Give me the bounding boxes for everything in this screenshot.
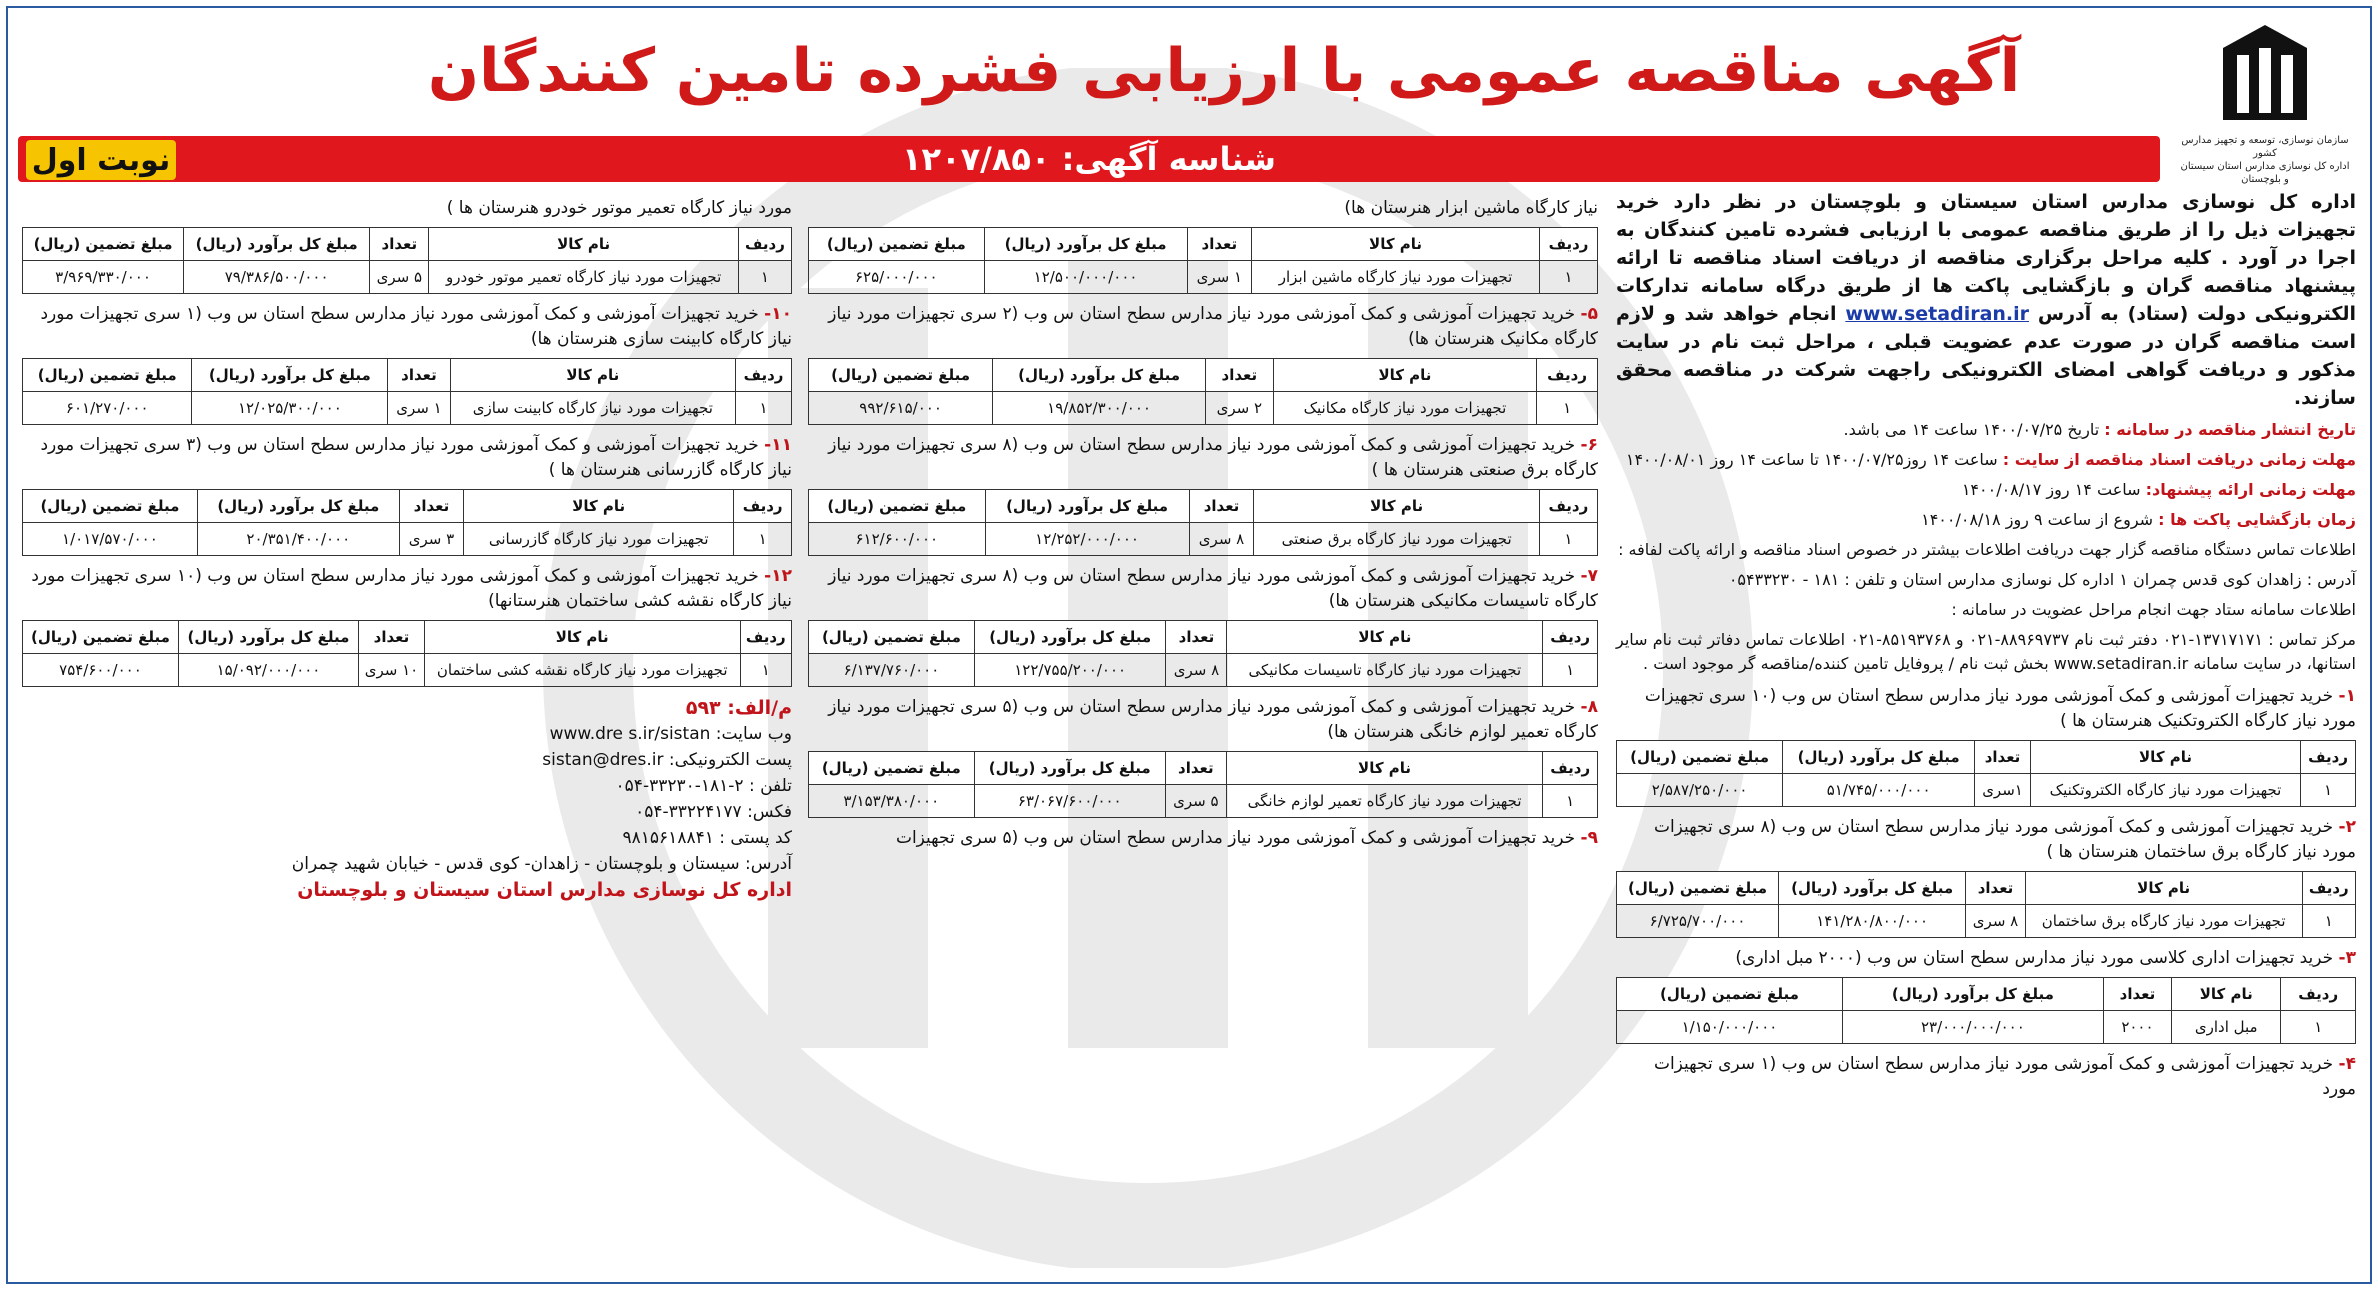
section-text: نیاز کارگاه ماشین ابزار هنرستان ها) (1344, 198, 1598, 218)
section-number: ۴- (2338, 1054, 2356, 1074)
items-table (808, 358, 1598, 425)
column-right (1616, 188, 2356, 1276)
table-row (1617, 774, 2356, 807)
section-title (1616, 684, 2356, 734)
section-text: خرید تجهیزات آموزشی و کمک آموزشی مورد نیاز مدارس سطح استان س وب (۳ سری تجهیزات مورد نیاز کارگاه گازرسانی هنرستان ها ) (40, 435, 792, 480)
section-number: ۱۱- (764, 435, 792, 455)
section-number: ۵- (1580, 304, 1598, 324)
col-estimate-header: مبلغ کل برآورد (ریال) (993, 359, 1206, 392)
section-text: خرید تجهیزات اداری کلاسی مورد نیاز مدارس سطح استان س وب (۲۰۰۰ مبل اداری) (1735, 948, 2334, 968)
col-estimate-header: مبلغ کل برآورد (ریال) (178, 621, 358, 654)
cell-count: ۳ سری (399, 523, 463, 556)
table-row (23, 261, 792, 294)
col-estimate-header: مبلغ کل برآورد (ریال) (184, 228, 370, 261)
items-table (22, 358, 792, 425)
cell-item: مبل اداری (2171, 1011, 2280, 1044)
cell-guarantee: ۶/۱۳۷/۷۶۰/۰۰۰ (809, 654, 975, 687)
cell-count: ۲ سری (1205, 392, 1273, 425)
col-row-header: ردیف (2301, 741, 2356, 774)
table-header-row (809, 621, 1598, 654)
table-row (23, 523, 792, 556)
cell-item: تجهیزات مورد نیاز کارگاه تعمیر موتور خودرو (429, 261, 738, 294)
col-guarantee-header: مبلغ تضمین (ریال) (1617, 872, 1779, 905)
cell-guarantee: ۱/۰۱۷/۵۷۰/۰۰۰ (23, 523, 198, 556)
offer-label: مهلت زمانی ارائه پیشنهاد: (2145, 480, 2356, 499)
cell-guarantee: ۱/۱۵۰/۰۰۰/۰۰۰ (1617, 1011, 1843, 1044)
cell-count: ۱۰ سری (359, 654, 425, 687)
open-value: شروع از ساعت ۹ روز ۱۴۰۰/۰۸/۱۸ (1921, 510, 2154, 529)
section-number: ۷- (1580, 566, 1598, 586)
cell-item: تجهیزات مورد نیاز کارگاه برق صنعتی (1254, 523, 1539, 556)
col-row-header: ردیف (1537, 359, 1598, 392)
sections-left (22, 196, 792, 687)
col-count-header: تعداد (1966, 872, 2026, 905)
col-item-header: نام کالا (450, 359, 735, 392)
fax: فکس: ۳۳۲۲۴۱۷۷-۰۵۴ (635, 802, 792, 822)
cell-estimate: ۱۵/۰۹۲/۰۰۰/۰۰۰ (178, 654, 358, 687)
school-org-icon (2215, 20, 2315, 130)
section-title (1616, 815, 2356, 865)
table-row (809, 261, 1598, 294)
section-title (22, 433, 792, 483)
col-row-header: ردیف (734, 490, 792, 523)
col-count-header: تعداد (399, 490, 463, 523)
postal-code: کد پستی : ۹۸۱۵۶۱۸۸۴۱ (622, 828, 792, 848)
col-count-header: تعداد (359, 621, 425, 654)
cell-row: ۱ (738, 261, 791, 294)
col-count-header: تعداد (388, 359, 450, 392)
section-title (22, 196, 792, 221)
setad-link[interactable]: www.setadiran.ir (1845, 303, 2030, 325)
cell-item: تجهیزات مورد نیاز کارگاه مکانیک (1273, 392, 1537, 425)
publish-label: تاریخ انتشار مناقصه در سامانه : (2104, 420, 2356, 439)
cell-estimate: ۷۹/۳۸۶/۵۰۰/۰۰۰ (184, 261, 370, 294)
table-row (809, 523, 1598, 556)
section-text: خرید تجهیزات آموزشی و کمک آموزشی مورد نیاز مدارس سطح استان س وب (۵ سری تجهیزات (895, 828, 1576, 848)
col-estimate-header: مبلغ کل برآورد (ریال) (192, 359, 388, 392)
docs-label: مهلت زمانی دریافت اسناد مناقصه از سایت : (2002, 450, 2356, 469)
cell-guarantee: ۷۵۴/۶۰۰/۰۰۰ (23, 654, 179, 687)
organization-logo (2180, 20, 2350, 185)
cell-count: ۱ سری (1187, 261, 1252, 294)
col-row-header: ردیف (1543, 621, 1598, 654)
cell-guarantee: ۶۲۵/۰۰۰/۰۰۰ (809, 261, 985, 294)
cell-row: ۱ (1543, 785, 1598, 818)
table-row (23, 654, 792, 687)
col-count-header: تعداد (2103, 978, 2171, 1011)
col-item-header: نام کالا (424, 621, 740, 654)
cell-item: تجهیزات مورد نیاز کارگاه کابینت سازی (450, 392, 735, 425)
col-guarantee-header: مبلغ تضمین (ریال) (23, 490, 198, 523)
col-count-header: تعداد (370, 228, 429, 261)
col-guarantee-header: مبلغ تضمین (ریال) (1617, 741, 1783, 774)
cell-estimate: ۱۲/۰۲۵/۳۰۰/۰۰۰ (192, 392, 388, 425)
tender-id-band (18, 136, 2160, 182)
cell-guarantee: ۳/۹۶۹/۳۳۰/۰۰۰ (23, 261, 184, 294)
col-estimate-header: مبلغ کل برآورد (ریال) (1783, 741, 1975, 774)
items-table (22, 227, 792, 294)
cell-estimate: ۵۱/۷۴۵/۰۰۰/۰۰۰ (1783, 774, 1975, 807)
col-count-header: تعداد (1166, 621, 1227, 654)
items-table (808, 620, 1598, 687)
col-item-header: نام کالا (1254, 490, 1539, 523)
cell-item: تجهیزات مورد نیاز کارگاه ماشین ابزار (1252, 261, 1540, 294)
items-table (1616, 977, 2356, 1044)
cell-guarantee: ۳/۱۵۳/۳۸۰/۰۰۰ (809, 785, 975, 818)
table-header-row (1617, 872, 2356, 905)
cell-estimate: ۱۲۲/۷۵۵/۲۰۰/۰۰۰ (974, 654, 1166, 687)
column-middle (808, 188, 1598, 1276)
cell-guarantee: ۶۱۲/۶۰۰/۰۰۰ (809, 523, 986, 556)
col-estimate-header: مبلغ کل برآورد (ریال) (974, 752, 1165, 785)
offer-deadline (1616, 478, 2356, 502)
col-row-header: ردیف (738, 228, 791, 261)
section-number: ۶- (1580, 435, 1598, 455)
table-header-row (23, 621, 792, 654)
section-title (808, 695, 1598, 745)
col-count-header: تعداد (1975, 741, 2031, 774)
col-item-header: نام کالا (429, 228, 738, 261)
items-table (808, 751, 1598, 818)
cell-row: ۱ (2281, 1011, 2356, 1044)
cell-item: تجهیزات مورد نیاز کارگاه برق ساختمان (2025, 905, 2302, 938)
section-number: ۸- (1580, 697, 1598, 717)
table-header-row (1617, 978, 2356, 1011)
tender-notice-page (6, 6, 2372, 1284)
cell-estimate: ۲۳/۰۰۰/۰۰۰/۰۰۰ (1842, 1011, 2103, 1044)
round-badge: نوبت اول (26, 140, 176, 180)
section-title (22, 302, 792, 352)
table-row (809, 392, 1598, 425)
col-guarantee-header: مبلغ تضمین (ریال) (23, 228, 184, 261)
col-estimate-header: مبلغ کل برآورد (ریال) (197, 490, 399, 523)
section-text: خرید تجهیزات آموزشی و کمک آموزشی مورد نیاز مدارس سطح استان س وب (۸ سری تجهیزات مورد نیاز کارگاه برق ساختمان هنرستان ها ) (1653, 817, 2356, 862)
column-left (22, 188, 792, 1276)
table-header-row (1617, 741, 2356, 774)
info-3: اطلاعات سامانه ستاد جهت انجام مراحل عضویت در سامانه : (1951, 600, 2356, 619)
cell-estimate: ۱۴۱/۲۸۰/۸۰۰/۰۰۰ (1779, 905, 1966, 938)
cell-row: ۱ (1537, 392, 1598, 425)
cell-row: ۱ (1539, 523, 1597, 556)
cell-row: ۱ (1543, 654, 1598, 687)
col-guarantee-header: مبلغ تضمین (ریال) (809, 490, 986, 523)
table-header-row (809, 490, 1598, 523)
section-title (1616, 946, 2356, 971)
col-estimate-header: مبلغ کل برآورد (ریال) (1779, 872, 1966, 905)
cell-guarantee: ۲/۵۸۷/۲۵۰/۰۰۰ (1617, 774, 1783, 807)
section-text: مورد نیاز کارگاه تعمیر موتور خودرو هنرستان ها ) (446, 198, 792, 218)
section-number: ۳- (2338, 948, 2356, 968)
items-table (1616, 740, 2356, 807)
section-title (808, 826, 1598, 851)
intro-text-b: انجام خواهد شد و لازم است مناقصه گران در صورت عدم عضویت قبلی ، مراحل ثبت نام در سایت مذکور و دریافت گواهی امضای الکترونیکی راجهت شرکت در مناقصه محقق سازند. (1616, 303, 2356, 409)
col-row-header: ردیف (1540, 228, 1598, 261)
col-count-header: تعداد (1165, 752, 1226, 785)
table-row (1617, 1011, 2356, 1044)
cell-count: ۱سری (1975, 774, 2031, 807)
website: وب سایت: www.dre s.ir/sistan (549, 724, 792, 744)
col-item-header: نام کالا (1252, 228, 1540, 261)
publish-date (1616, 418, 2356, 442)
opening-time (1616, 508, 2356, 532)
section-text: خرید تجهیزات آموزشی و کمک آموزشی مورد نیاز مدارس سطح استان س وب (۱۰ سری تجهیزات مورد نیاز کارگاه الکتروتکنیک هنرستان ها ) (1644, 686, 2356, 731)
section-number: ۹- (1580, 828, 1598, 848)
table-header-row (23, 490, 792, 523)
col-count-header: تعداد (1205, 359, 1273, 392)
items-table (808, 489, 1598, 556)
table-header-row (809, 752, 1598, 785)
section-number: ۱۰- (764, 304, 792, 324)
table-row (809, 785, 1598, 818)
items-table (1616, 871, 2356, 938)
col-row-header: ردیف (740, 621, 791, 654)
section-text: خرید تجهیزات آموزشی و کمک آموزشی مورد نیاز مدارس سطح استان س وب (۱ سری تجهیزات مورد نیاز کارگاه کابینت سازی هنرستان ها) (40, 304, 792, 349)
cell-guarantee: ۶/۷۲۵/۷۰۰/۰۰۰ (1617, 905, 1779, 938)
col-item-header: نام کالا (1227, 621, 1543, 654)
section-number: ۲- (2338, 817, 2356, 837)
section-number: ۱۲- (764, 566, 792, 586)
cell-count: ۲۰۰۰ (2103, 1011, 2171, 1044)
section-title (808, 433, 1598, 483)
sections-right (1616, 684, 2356, 1102)
logo-caption-1: سازمان نوسازی، توسعه و تجهیز مدارس کشور (2181, 135, 2349, 159)
intro-paragraph (1616, 188, 2356, 412)
cell-estimate: ۱۹/۸۵۲/۳۰۰/۰۰۰ (993, 392, 1206, 425)
col-guarantee-header: مبلغ تضمین (ریال) (23, 359, 192, 392)
cell-estimate: ۱۲/۵۰۰/۰۰۰/۰۰۰ (984, 261, 1187, 294)
col-guarantee-header: مبلغ تضمین (ریال) (809, 752, 975, 785)
cell-count: ۱ سری (388, 392, 450, 425)
info-1: اطلاعات تماس دستگاه مناقصه گزار جهت دریافت اطلاعات بیشتر در خصوص اسناد مناقصه و ارائه پاکت لفافه : (1618, 540, 2356, 559)
section-text: خرید تجهیزات آموزشی و کمک آموزشی مورد نیاز مدارس سطح استان س وب (۱ سری تجهیزات مورد (1653, 1054, 2356, 1099)
cell-guarantee: ۶۰۱/۲۷۰/۰۰۰ (23, 392, 192, 425)
cell-count: ۸ سری (1166, 654, 1227, 687)
col-item-header: نام کالا (2171, 978, 2280, 1011)
sections-middle (808, 196, 1598, 851)
col-row-header: ردیف (1543, 752, 1598, 785)
table-header-row (809, 359, 1598, 392)
cell-item: تجهیزات مورد نیاز کارگاه گازرسانی (464, 523, 734, 556)
col-item-header: نام کالا (1226, 752, 1543, 785)
cell-row: ۱ (734, 523, 792, 556)
col-estimate-header: مبلغ کل برآورد (ریال) (985, 490, 1189, 523)
notice-title: آگهی مناقصه عمومی با ارزیابی فشرده تامین کنندگان (427, 36, 2021, 106)
col-item-header: نام کالا (2025, 872, 2302, 905)
logo-caption-2: اداره کل نوسازی مدارس استان سیستان و بلوچستان (2180, 161, 2350, 185)
col-item-header: نام کالا (1273, 359, 1537, 392)
items-table (808, 227, 1598, 294)
cell-count: ۵ سری (1165, 785, 1226, 818)
docs-value: ساعت ۱۴ روز۱۴۰۰/۰۷/۲۵ تا ساعت ۱۴ روز ۱۴۰۰/۰۸/۰۱ (1625, 450, 1998, 469)
cell-item: تجهیزات مورد نیاز کارگاه تعمیر لوازم خانگی (1226, 785, 1543, 818)
cell-estimate: ۲۰/۳۵۱/۴۰۰/۰۰۰ (197, 523, 399, 556)
info-2: آدرس : زاهدان کوی قدس چمران ۱ اداره کل نوسازی مدارس استان و تلفن : ۱۸۱ - ۰۵۴۳۳۲۳۰ (1728, 570, 2356, 589)
col-guarantee-header: مبلغ تضمین (ریال) (23, 621, 179, 654)
notice-code: م/الف: ۵۹۳ (685, 697, 792, 719)
open-label: زمان بازگشایی پاکت ها : (2158, 510, 2356, 529)
section-text: خرید تجهیزات آموزشی و کمک آموزشی مورد نیاز مدارس سطح استان س وب (۲ سری تجهیزات مورد نیاز کارگاه مکانیک هنرستان ها) (828, 304, 1598, 349)
section-title (22, 564, 792, 614)
col-estimate-header: مبلغ کل برآورد (ریال) (974, 621, 1166, 654)
col-row-header: ردیف (2281, 978, 2356, 1011)
info-4: مرکز تماس : ۱۳۷۱۷۱۷۱-۰۲۱ دفتر ثبت نام ۸۸۹۶۹۷۳۷-۰۲۱ و ۸۵۱۹۳۷۶۸-۰۲۱ اطلاعات تماس دفاتر ثبت نام سایر استانها، در سایت سامانه www.setadiran.ir بخش ثبت نام / پروفایل تامین کننده/مناقصه گر موجود است . (1616, 630, 2356, 673)
cell-count: ۸ سری (1189, 523, 1254, 556)
cell-row: ۱ (2302, 905, 2355, 938)
cell-row: ۱ (740, 654, 791, 687)
col-count-header: تعداد (1189, 490, 1254, 523)
col-estimate-header: مبلغ کل برآورد (ریال) (1842, 978, 2103, 1011)
tender-id: شناسه آگهی: ۱۲۰۷/۸۵۰ (902, 140, 1276, 178)
offer-value: ساعت ۱۴ روز ۱۴۰۰/۰۸/۱۷ (1961, 480, 2141, 499)
table-row (23, 392, 792, 425)
cell-estimate: ۱۲/۲۵۲/۰۰۰/۰۰۰ (985, 523, 1189, 556)
cell-item: تجهیزات مورد نیاز کارگاه تاسیسات مکانیکی (1227, 654, 1543, 687)
section-text: خرید تجهیزات آموزشی و کمک آموزشی مورد نیاز مدارس سطح استان س وب (۸ سری تجهیزات مورد نیاز کارگاه برق صنعتی هنرستان ها ) (828, 435, 1598, 480)
cell-row: ۱ (1540, 261, 1598, 294)
table-header-row (23, 228, 792, 261)
cell-item: تجهیزات مورد نیاز کارگاه الکتروتکنیک (2030, 774, 2300, 807)
table-header-row (809, 228, 1598, 261)
section-title (1616, 1052, 2356, 1102)
contact-block (22, 695, 792, 903)
phone: تلفن : ۲-۱۸۱-۳۳۲۳۰-۰۵۴ (615, 776, 792, 796)
cell-row: ۱ (2301, 774, 2356, 807)
email: پست الکترونیکی: sistan@dres.ir (542, 750, 792, 770)
col-estimate-header: مبلغ کل برآورد (ریال) (984, 228, 1187, 261)
cell-guarantee: ۹۹۲/۶۱۵/۰۰۰ (809, 392, 993, 425)
table-header-row (23, 359, 792, 392)
intro-text-a: اداره کل نوسازی مدارس استان سیستان و بلوچستان در نظر دارد خرید تجهیزات ذیل را از طریق مناقصه عمومی با ارزیابی فشرده تامین کنندگان به اجرا در آورد . کلیه مراحل برگزاری مناقصه از دریافت اسناد مناقصه تا ارائه پیشنهاد مناقصه گران و بازگشایی پاکت ها از طریق درگاه سامانه تدارکات الکترونیکی دولت (ستاد) به آدرس (1616, 191, 2357, 325)
address: آدرس: سیستان و بلوچستان - زاهدان- کوی قدس - خیابان شهید چمران (291, 854, 792, 874)
publish-value: تاریخ ۱۴۰۰/۰۷/۲۵ ساعت ۱۴ می باشد. (1843, 420, 2100, 439)
organization-name: اداره کل نوسازی مدارس استان سیستان و بلوچستان (297, 879, 792, 901)
docs-deadline (1616, 448, 2356, 472)
items-table (22, 620, 792, 687)
col-count-header: تعداد (1187, 228, 1252, 261)
section-title (808, 564, 1598, 614)
col-guarantee-header: مبلغ تضمین (ریال) (809, 621, 975, 654)
items-table (22, 489, 792, 556)
table-row (1617, 905, 2356, 938)
section-text: خرید تجهیزات آموزشی و کمک آموزشی مورد نیاز مدارس سطح استان س وب (۱۰ سری تجهیزات مورد نیاز کارگاه نقشه کشی ساختمان هنرستانها) (31, 566, 792, 611)
table-row (809, 654, 1598, 687)
col-row-header: ردیف (736, 359, 792, 392)
col-guarantee-header: مبلغ تضمین (ریال) (809, 359, 993, 392)
col-item-header: نام کالا (2030, 741, 2300, 774)
col-item-header: نام کالا (464, 490, 734, 523)
cell-count: ۸ سری (1966, 905, 2026, 938)
section-text: خرید تجهیزات آموزشی و کمک آموزشی مورد نیاز مدارس سطح استان س وب (۵ سری تجهیزات مورد نیاز کارگاه تعمیر لوازم خانگی هنرستان ها) (828, 697, 1598, 742)
section-number: ۱- (2338, 686, 2356, 706)
col-row-header: ردیف (1539, 490, 1597, 523)
section-title (808, 196, 1598, 221)
col-row-header: ردیف (2302, 872, 2355, 905)
cell-estimate: ۶۳/۰۶۷/۶۰۰/۰۰۰ (974, 785, 1165, 818)
col-guarantee-header: مبلغ تضمین (ریال) (1617, 978, 1843, 1011)
section-text: خرید تجهیزات آموزشی و کمک آموزشی مورد نیاز مدارس سطح استان س وب (۸ سری تجهیزات مورد نیاز کارگاه تاسیسات مکانیکی هنرستان ها) (828, 566, 1598, 611)
cell-item: تجهیزات مورد نیاز کارگاه نقشه کشی ساختمان (424, 654, 740, 687)
cell-count: ۵ سری (370, 261, 429, 294)
col-guarantee-header: مبلغ تضمین (ریال) (809, 228, 985, 261)
cell-row: ۱ (736, 392, 792, 425)
section-title (808, 302, 1598, 352)
